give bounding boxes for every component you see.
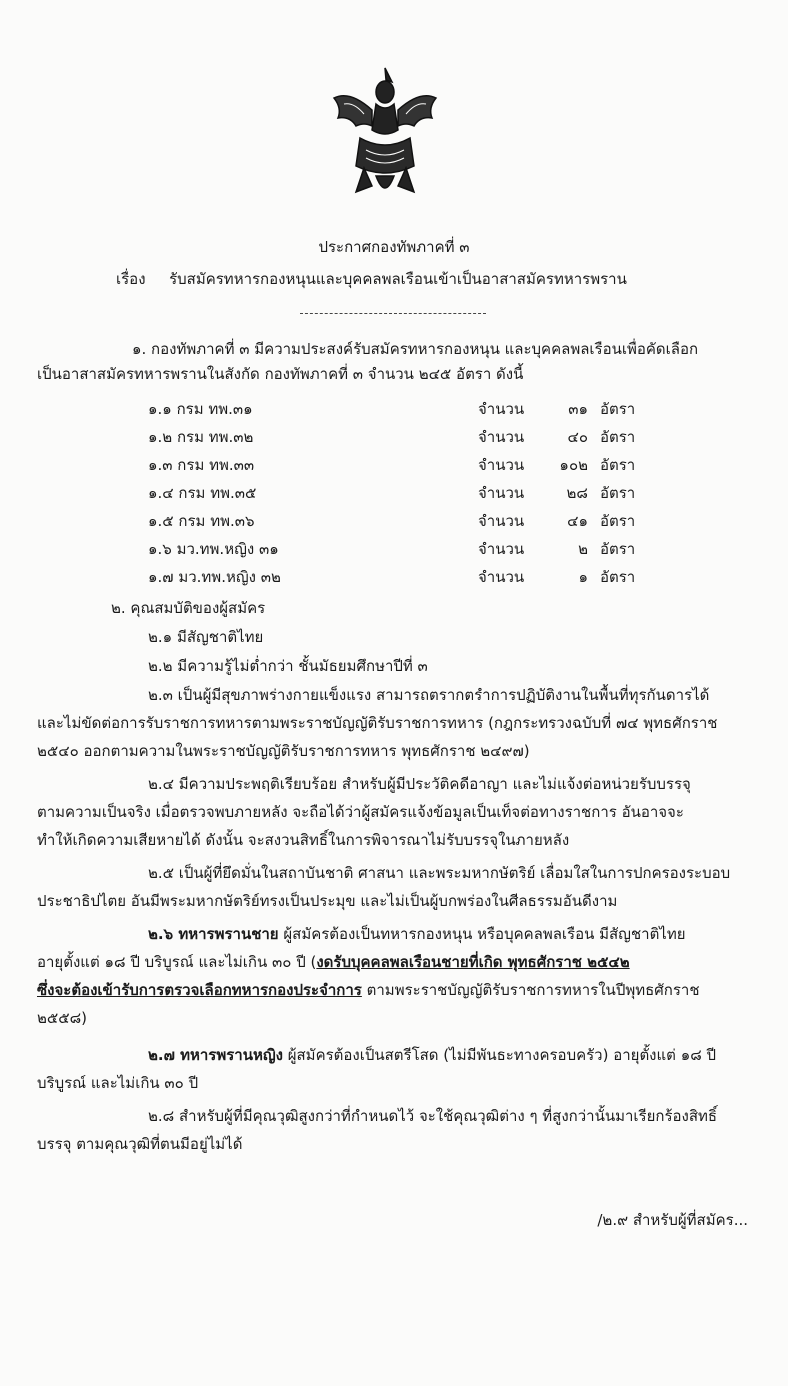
paragraph-2-3-line2: และไม่ขัดต่อการรับราชการทหารตามพระราชบัญญัติรับราชการทหาร (กฎกระทรวงฉบับที่ ๗๔ พุทธศักราช bbox=[37, 714, 718, 732]
paragraph-2-8-line2: บรรจุ ตามคุณวุฒิที่ตนมีอยู่ไม่ได้ bbox=[37, 1135, 243, 1153]
subject-label: เรื่อง bbox=[116, 270, 146, 288]
paragraph-2-5-line2: ประชาธิปไตย อันมีพระมหากษัตริย์ทรงเป็นประมุข และไม่เป็นผู้บกพร่องในศีลธรรมอันดีงาม bbox=[37, 892, 618, 910]
continuation-note: /๒.๙ สำหรับผู้ที่สมัคร... bbox=[597, 1211, 748, 1229]
paragraph-2-6-line1: ๒.๖ ทหารพรานชาย ผู้สมัครต้องเป็นทหารกองหนุน หรือบุคคลพลเรือน มีสัญชาติไทย bbox=[148, 925, 686, 943]
subject-text: รับสมัครทหารกองหนุนและบุคคลพลเรือนเข้าเป็นอาสาสมัครทหารพราน bbox=[169, 270, 627, 288]
document-title: ประกาศกองทัพภาคที่ ๓ bbox=[318, 238, 470, 256]
section1-line1: ๑. กองทัพภาคที่ ๓ มีความประสงค์รับสมัครทหารกองหนุน และบุคคลพลเรือนเพื่อคัดเลือก bbox=[132, 340, 699, 358]
separator-line bbox=[300, 313, 486, 314]
section2-heading: ๒. คุณสมบัติของผู้สมัคร bbox=[111, 599, 266, 617]
garuda-emblem-icon bbox=[320, 60, 450, 210]
paragraph-2-6-line2: อายุตั้งแต่ ๑๘ ปี บริบูรณ์ และไม่เกิน ๓๐ ปี (งดรับบุคคลพลเรือนชายที่เกิด พุทธศักราช ๒๕๔๒ bbox=[37, 953, 630, 971]
paragraph-2-4-line3: ทำให้เกิดความเสียหายได้ ดังนั้น จะสงวนสิทธิ์ในการพิจารณาไม่รับบรรจุในภายหลัง bbox=[37, 831, 570, 849]
paragraph-2-1: ๒.๑ มีสัญชาติไทย bbox=[148, 628, 264, 646]
paragraph-2-3-line1: ๒.๓ เป็นผู้มีสุขภาพร่างกายแข็งแรง สามารถตรากตรำการปฏิบัติงานในพื้นที่ทุรกันดารได้ bbox=[148, 686, 710, 704]
paragraph-2-8-line1: ๒.๘ สำหรับผู้ที่มีคุณวุฒิสูงกว่าที่กำหนดไว้ จะใช้คุณวุฒิต่าง ๆ ที่สูงกว่านั้นมาเรียกร้องสิทธิ์ bbox=[148, 1107, 718, 1125]
paragraph-2-5-line1: ๒.๕ เป็นผู้ที่ยึดมั่นในสถาบันชาติ ศาสนา และพระมหากษัตริย์ เลื่อมใสในการปกครองระบอบ bbox=[148, 864, 731, 882]
paragraph-2-4-line2: ตามความเป็นจริง เมื่อตรวจพบภายหลัง จะถือได้ว่าผู้สมัครแจ้งข้อมูลเป็นเท็จต่อทางราชการ อันอาจจะ bbox=[37, 803, 684, 821]
paragraph-2-3-line3: ๒๕๔๐ ออกตามความในพระราชบัญญัติรับราชการทหาร พุทธศักราช ๒๔๙๗) bbox=[37, 742, 530, 760]
paragraph-2-7-line2: บริบูรณ์ และไม่เกิน ๓๐ ปี bbox=[37, 1074, 199, 1092]
paragraph-2-4-line1: ๒.๔ มีความประพฤติเรียบร้อย สำหรับผู้มีประวัติคดีอาญา และไม่แจ้งต่อหน่วยรับบรรจุ bbox=[148, 775, 691, 793]
paragraph-2-2: ๒.๒ มีความรู้ไม่ต่ำกว่า ชั้นมัธยมศึกษาปีที่ ๓ bbox=[148, 657, 428, 675]
paragraph-2-6-line4: ๒๕๕๘) bbox=[37, 1009, 88, 1027]
paragraph-2-7-line1: ๒.๗ ทหารพรานหญิง ผู้สมัครต้องเป็นสตรีโสด (ไม่มีพันธะทางครอบครัว) อายุตั้งแต่ ๑๘ ปี bbox=[148, 1046, 717, 1064]
subject-line bbox=[116, 268, 627, 290]
section1-line2: เป็นอาสาสมัครทหารพรานในสังกัด กองทัพภาคที่ ๓ จำนวน ๒๔๕ อัตรา ดังนี้ bbox=[37, 365, 524, 383]
paragraph-2-6-line3: ซึ่งจะต้องเข้ารับการตรวจเลือกทหารกองประจำการ ตามพระราชบัญญัติรับราชการทหารในปีพุทธศักราช bbox=[37, 981, 700, 999]
